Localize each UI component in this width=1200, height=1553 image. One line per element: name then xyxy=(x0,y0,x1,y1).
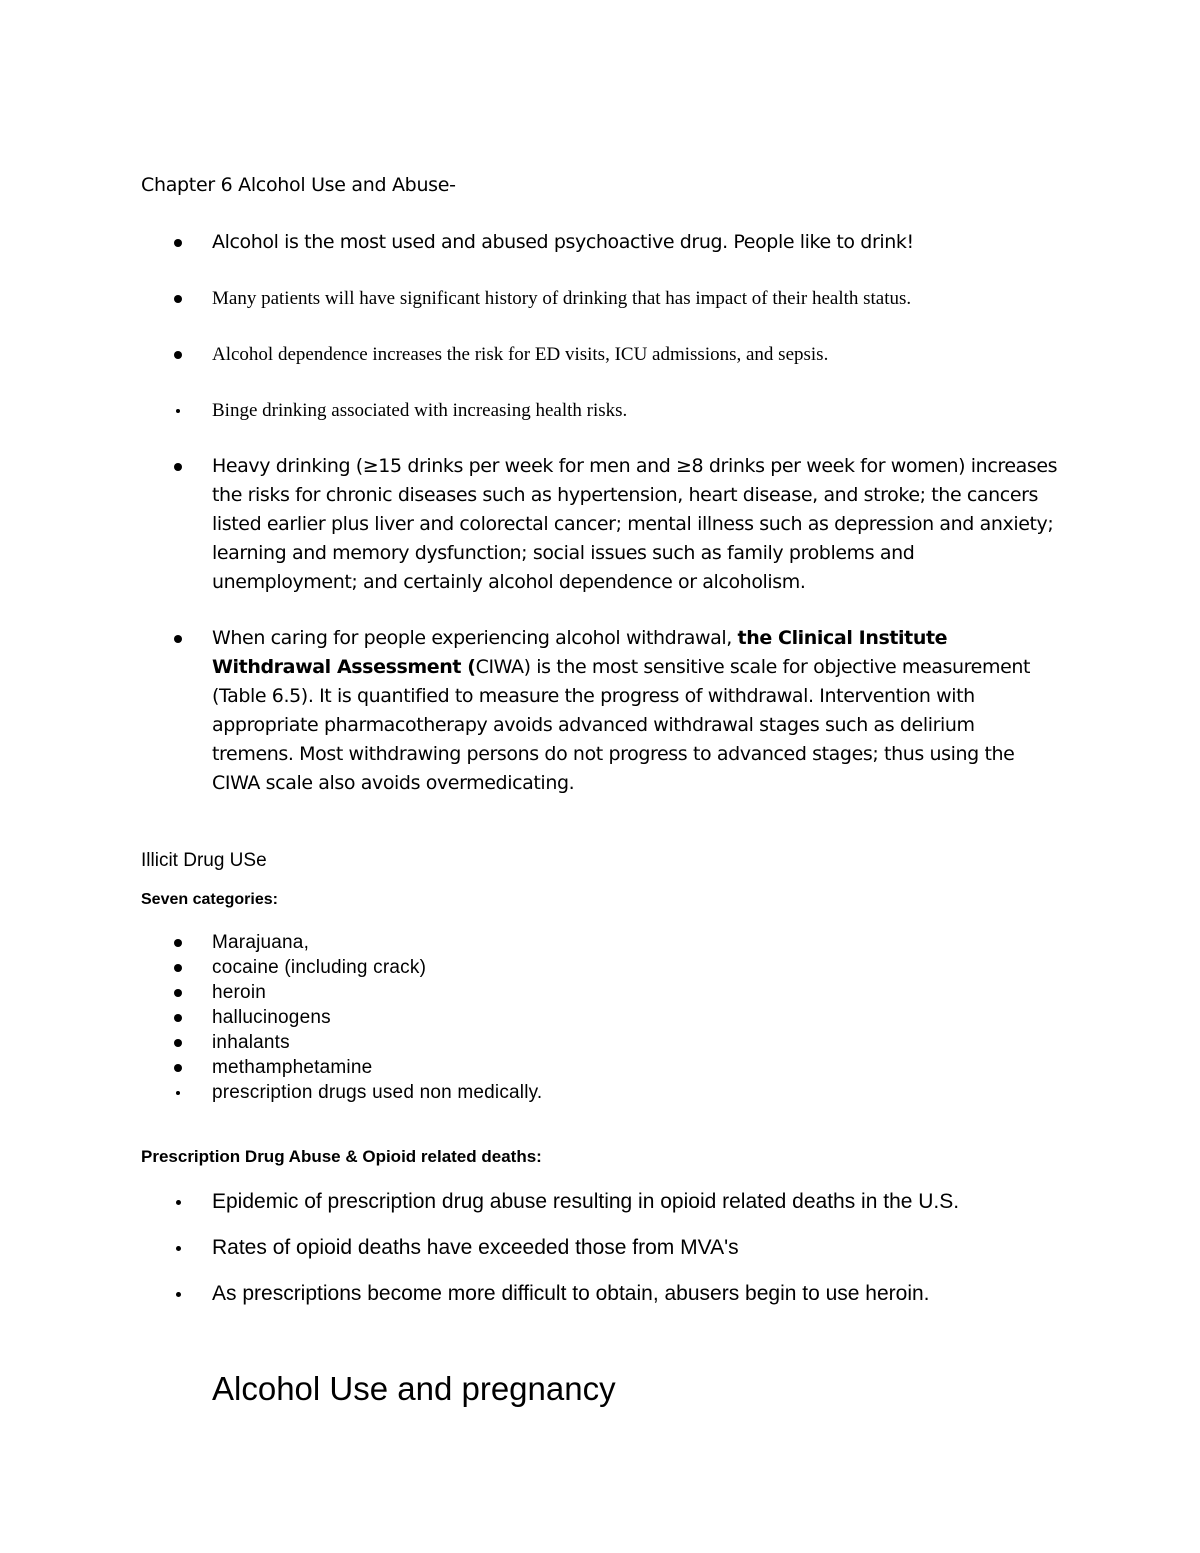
drug-category-text: hallucinogens xyxy=(212,1007,331,1028)
alcohol-point-text: Alcohol is the most used and abused psychoactive drug. People like to drink! xyxy=(212,231,914,253)
list-item xyxy=(141,980,542,1005)
list-item xyxy=(141,930,542,955)
drug-category-text: inhalants xyxy=(212,1032,290,1053)
bullet-icon xyxy=(174,463,182,471)
bullet-icon xyxy=(176,1246,181,1251)
rx-points-list xyxy=(141,1186,959,1324)
list-item xyxy=(141,624,1061,798)
list-item xyxy=(141,1232,959,1264)
drug-category-text: prescription drugs used non medically. xyxy=(212,1082,543,1103)
alcohol-point-text: Many patients will have significant history of drinking that has impact of their health status. xyxy=(212,288,912,309)
rx-point-text: Epidemic of prescription drug abuse resulting in opioid related deaths in the U.S. xyxy=(212,1190,960,1213)
rx-point-text: Rates of opioid deaths have exceeded those from MVA's xyxy=(212,1236,739,1259)
drug-category-text: methamphetamine xyxy=(212,1057,373,1078)
pregnancy-heading: Alcohol Use and pregnancy xyxy=(212,1370,616,1407)
drug-category-text: heroin xyxy=(212,982,267,1003)
alcohol-point-text: Heavy drinking (≥15 drinks per week for men and ≥8 drinks per week for women) increases the risks for chronic diseases such as hypertension, heart disease, and stroke; the cancers listed earlier plus liver and colorectal cancer; mental illness such as depression and anxiety; learning and memory dysfunction; social issues such as family problems and unemployment; and certainly alcohol dependence or alcoholism. xyxy=(212,455,1058,593)
bullet-icon xyxy=(176,1292,181,1297)
bullet-icon xyxy=(174,239,182,247)
alcohol-points-list xyxy=(141,228,1061,825)
seven-categories-title: Seven categories: xyxy=(141,891,278,908)
drug-category-text: Marajuana, xyxy=(212,932,310,953)
list-item xyxy=(141,1005,542,1030)
alcohol-point-text: Alcohol dependence increases the risk for ED visits, ICU admissions, and sepsis. xyxy=(212,344,829,365)
bullet-icon xyxy=(176,409,180,413)
illicit-drug-title: Illicit Drug USe xyxy=(141,850,267,871)
bullet-icon xyxy=(174,1064,182,1072)
rx-point-text: As prescriptions become more difficult to obtain, abusers begin to use heroin. xyxy=(212,1282,930,1305)
bullet-icon xyxy=(174,351,182,359)
ciwa-text-before: When caring for people experiencing alcohol withdrawal, xyxy=(212,627,738,649)
rx-abuse-title: Prescription Drug Abuse & Opioid related deaths: xyxy=(141,1147,542,1166)
bullet-icon xyxy=(176,1091,180,1095)
list-item xyxy=(141,1080,542,1105)
bullet-icon xyxy=(174,939,182,947)
list-item xyxy=(141,955,542,980)
list-item xyxy=(141,452,1061,597)
bullet-icon xyxy=(176,1200,181,1205)
chapter-title: Chapter 6 Alcohol Use and Abuse- xyxy=(141,174,456,196)
bullet-icon xyxy=(174,1039,182,1047)
list-item xyxy=(141,340,1061,369)
bullet-icon xyxy=(174,1014,182,1022)
list-item xyxy=(141,284,1061,313)
drug-category-text: cocaine (including crack) xyxy=(212,957,427,978)
ciwa-text-bold: the Clinical Institute Withdrawal Assessment ( xyxy=(212,627,948,678)
bullet-icon xyxy=(174,989,182,997)
bullet-icon xyxy=(174,295,182,303)
list-item xyxy=(141,396,1061,425)
list-item xyxy=(141,1186,959,1218)
drug-categories-list xyxy=(141,930,542,1105)
list-item xyxy=(141,1278,959,1310)
bullet-icon xyxy=(174,964,182,972)
list-item xyxy=(141,228,1061,257)
alcohol-point-text: Binge drinking associated with increasing health risks. xyxy=(212,400,628,421)
list-item xyxy=(141,1030,542,1055)
ciwa-text-after: CIWA) is the most sensitive scale for objective measurement (Table 6.5). It is quantified to measure the progress of withdrawal. Intervention with appropriate pharmacotherapy avoids advanced withdrawal stages such as delirium tremens. Most withdrawing persons do not progress to advanced stages; thus using the CIWA scale also avoids overmedicating. xyxy=(212,656,1031,794)
list-item xyxy=(141,1055,542,1080)
bullet-icon xyxy=(174,635,182,643)
